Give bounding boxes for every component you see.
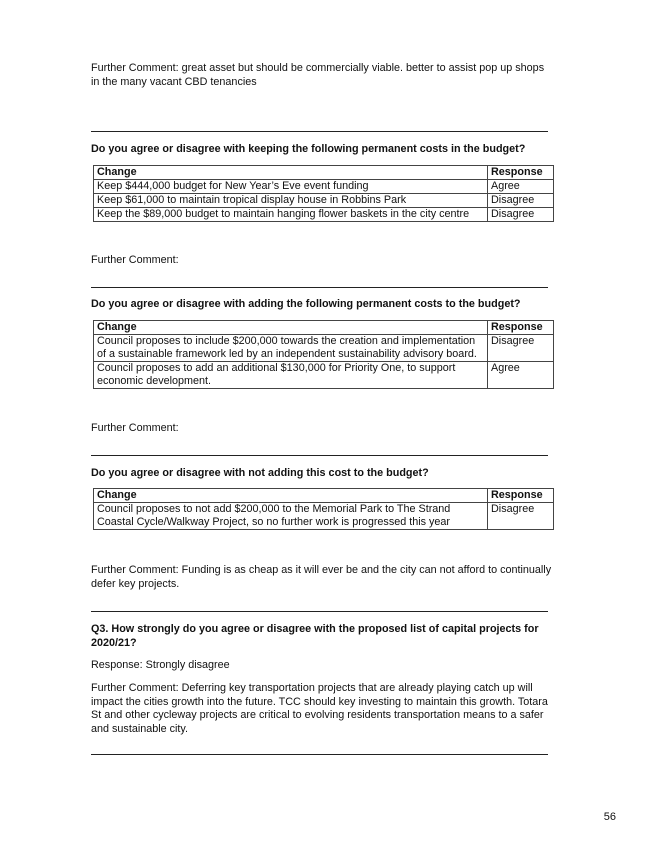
- response-cell: Disagree: [488, 208, 554, 222]
- response-cell: Agree: [488, 180, 554, 194]
- table-row: [94, 180, 554, 194]
- response-cell: Disagree: [488, 503, 554, 530]
- column-header-change: Change: [94, 166, 488, 180]
- response-cell: Agree: [488, 362, 554, 389]
- table-header-row: [94, 166, 554, 180]
- intro-comment-block: [91, 62, 553, 89]
- table-row: [94, 362, 554, 389]
- section-comment: Further Comment:: [91, 254, 179, 266]
- q3-comment: Further Comment: Deferring key transportation projects that are already playing catch up will impact the cities growth into the future. TCC should key investing to maintain this growth. Totara St and other cycleway projects are critical to evolving residents transportation means to a safer and sustainable city.: [91, 682, 548, 735]
- change-cell: Council proposes to add an additional $130,000 for Priority One, to support economic development.: [94, 362, 488, 389]
- change-cell: Keep $444,000 budget for New Year’s Eve event funding: [94, 180, 488, 194]
- response-cell: Disagree: [488, 335, 554, 362]
- column-header-response: Response: [488, 489, 554, 503]
- response-table: [93, 320, 554, 389]
- table-row: [94, 335, 554, 362]
- change-cell: Keep the $89,000 budget to maintain hanging flower baskets in the city centre: [94, 208, 488, 222]
- column-header-change: Change: [94, 321, 488, 335]
- column-header-change: Change: [94, 489, 488, 503]
- section-comment-block: [91, 564, 553, 591]
- change-cell: Keep $61,000 to maintain tropical display house in Robbins Park: [94, 194, 488, 208]
- page-number: 56: [603, 811, 616, 823]
- divider: [91, 455, 548, 456]
- q3-response: Response: Strongly disagree: [91, 659, 230, 671]
- response-table: [93, 165, 554, 222]
- divider: [91, 131, 548, 132]
- q3-comment-block: [91, 682, 553, 736]
- change-cell: Council proposes to not add $200,000 to the Memorial Park to The Strand Coastal Cycle/Walkway Project, so no further work is progressed this year: [94, 503, 488, 530]
- section-question: Do you agree or disagree with adding the following permanent costs to the budget?: [91, 298, 521, 310]
- divider: [91, 754, 548, 755]
- response-table: [93, 488, 554, 530]
- table-row: [94, 503, 554, 530]
- divider: [91, 287, 548, 288]
- section-comment-block: [91, 254, 553, 268]
- table-row: [94, 208, 554, 222]
- table-header-row: [94, 489, 554, 503]
- q3-question: Q3. How strongly do you agree or disagree with the proposed list of capital projects for 2020/21?: [91, 623, 539, 649]
- table-row: [94, 194, 554, 208]
- table-header-row: [94, 321, 554, 335]
- response-cell: Disagree: [488, 194, 554, 208]
- q3-response-block: [91, 659, 553, 673]
- change-cell: Council proposes to include $200,000 towards the creation and implementation of a sustainable framework led by an independent sustainability advisory board.: [94, 335, 488, 362]
- column-header-response: Response: [488, 166, 554, 180]
- divider: [91, 611, 548, 612]
- section-comment: Further Comment: Funding is as cheap as it will ever be and the city can not afford to continually defer key projects.: [91, 564, 552, 590]
- section-comment: Further Comment:: [91, 422, 179, 434]
- section-comment-block: [91, 422, 553, 436]
- column-header-response: Response: [488, 321, 554, 335]
- intro-comment: Further Comment: great asset but should be commercially viable. better to assist pop up shops in the many vacant CBD tenancies: [91, 62, 545, 88]
- section-question: Do you agree or disagree with keeping the following permanent costs in the budget?: [91, 143, 526, 155]
- section-question: Do you agree or disagree with not adding this cost to the budget?: [91, 467, 429, 479]
